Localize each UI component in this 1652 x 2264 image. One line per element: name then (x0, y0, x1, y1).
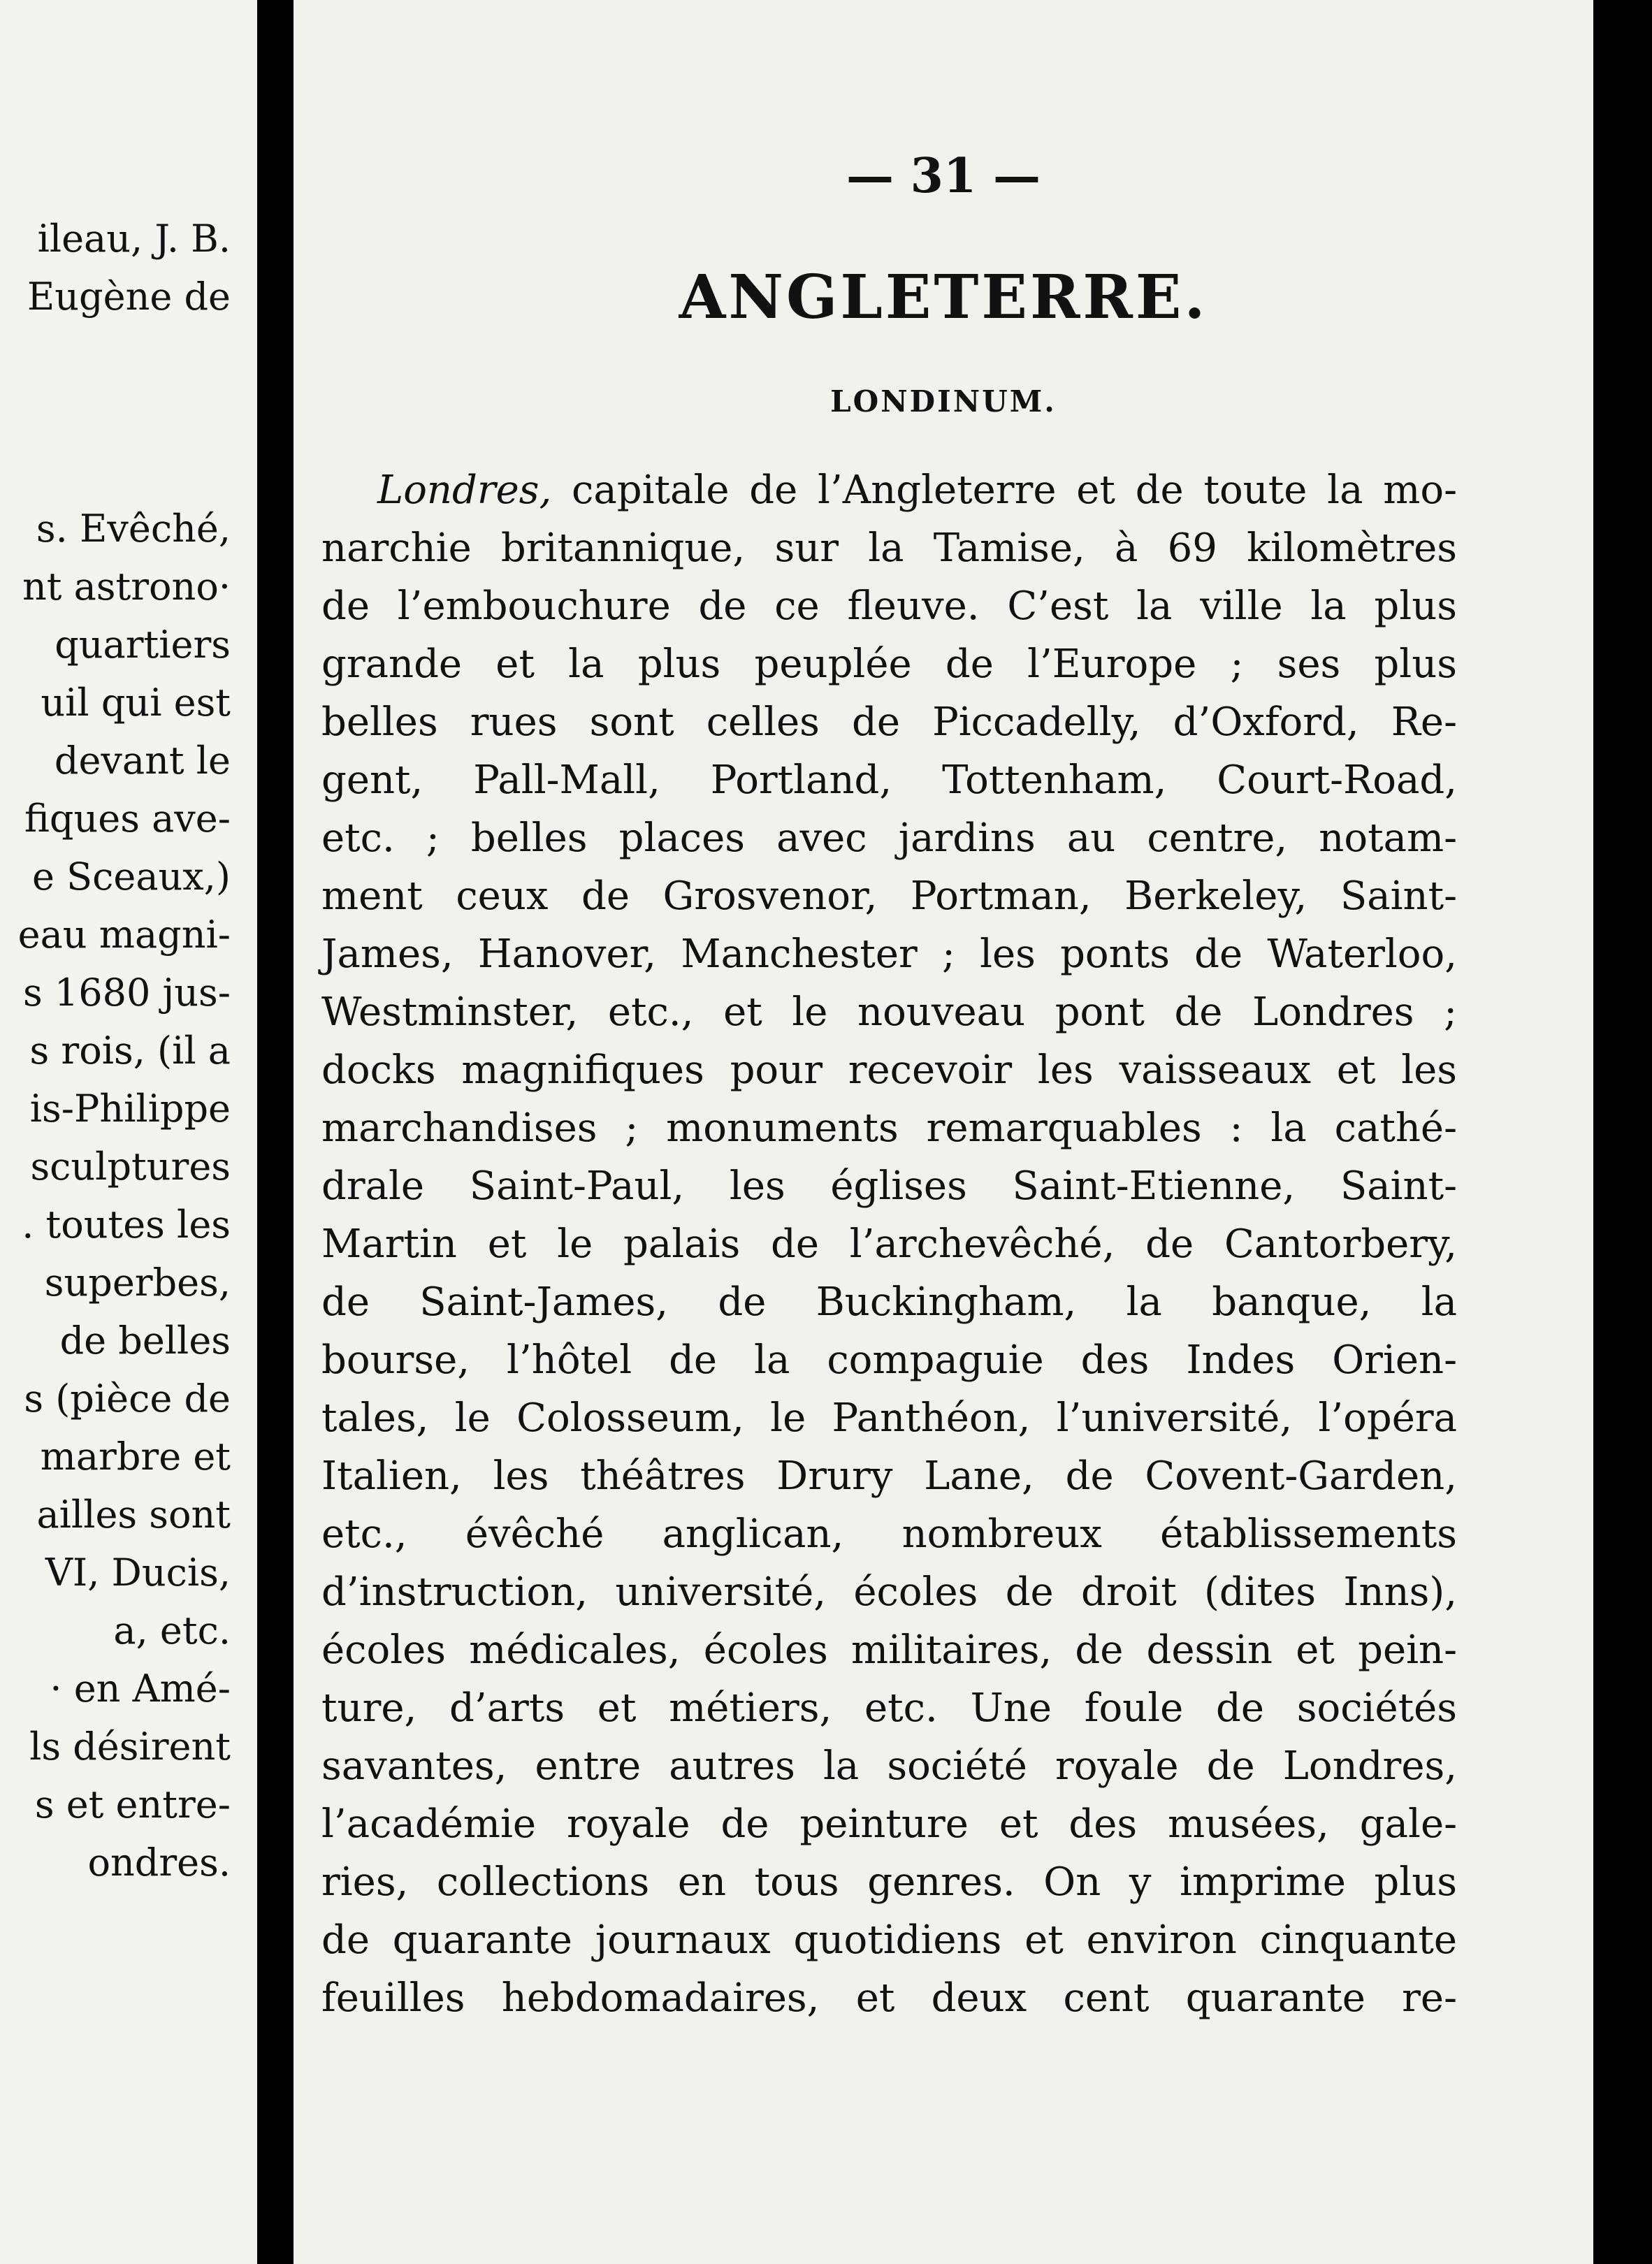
left-page-line: uil qui est (41, 681, 231, 725)
text-line: grande et la plus peuplée de l’Europe ; ses plus (321, 641, 1457, 687)
left-page-line: VI, Ducis, (45, 1551, 231, 1595)
text-line: ment ceux de Grosvenor, Portman, Berkeley, Saint- (321, 873, 1457, 919)
body-text (321, 461, 1457, 2027)
text-line: Italien, les théâtres Drury Lane, de Covent-Garden, (321, 1453, 1457, 1499)
left-page-line: ailles sont (36, 1493, 231, 1537)
left-page-line (0, 442, 231, 500)
chapter-title: ANGLETERRE. (679, 262, 1208, 333)
text-line: gent, Pall-Mall, Portland, Tottenham, Court-Road, (321, 757, 1457, 803)
text-line: narchie britannique, sur la Tamise, à 69 kilomètres (321, 525, 1457, 571)
section-subtitle: LONDINUM. (830, 384, 1057, 419)
left-page-line: ls désirent (29, 1725, 231, 1769)
page-number: — 31 — (846, 148, 1041, 204)
left-page-line: . toutes les (22, 1203, 231, 1247)
text-line-rest: capitale de l’Angleterre et de toute la mo- (551, 467, 1457, 513)
text-line: etc., évêché anglican, nombreux établissements (321, 1511, 1457, 1557)
left-page-line: sculptures (30, 1145, 231, 1189)
left-page-line: de belles (59, 1319, 231, 1363)
left-page-text (0, 210, 231, 1892)
text-line: de quarante journaux quotidiens et environ cinquante (321, 1917, 1457, 1963)
left-page-line: e Sceaux,) (32, 855, 231, 899)
text-line (321, 461, 1457, 519)
text-line: bourse, l’hôtel de la compaguie des Indes Orien- (321, 1337, 1457, 1383)
text-line: belles rues sont celles de Piccadelly, d’Oxford, Re- (321, 699, 1457, 745)
left-page-line: marbre et (40, 1435, 231, 1479)
left-page-line: ondres. (87, 1841, 231, 1885)
right-page (294, 0, 1593, 2264)
left-page-line: ileau, J. B. (37, 217, 231, 261)
text-line: d’instruction, université, écoles de droit (dites Inns), (321, 1569, 1457, 1615)
text-line: tales, le Colosseum, le Panthéon, l’université, l’opéra (321, 1395, 1457, 1441)
left-page-line: Eugène de (27, 275, 231, 319)
left-page-line: fiques ave- (24, 797, 231, 841)
left-page-line: nt astrono· (22, 565, 231, 609)
text-line: etc. ; belles places avec jardins au centre, notam- (321, 815, 1457, 861)
text-line: drale Saint-Paul, les églises Saint-Etienne, Saint- (321, 1163, 1457, 1209)
left-page (0, 0, 257, 2264)
left-page-line (0, 326, 231, 384)
text-line: savantes, entre autres la société royale de Londres, (321, 1743, 1457, 1789)
left-page-line: is-Philippe (29, 1087, 231, 1131)
text-line: de l’embouchure de ce fleuve. C’est la ville la plus (321, 583, 1457, 629)
left-page-line: a, etc. (113, 1609, 231, 1653)
text-line: écoles médicales, écoles militaires, de dessin et pein- (321, 1627, 1457, 1673)
left-page-line: superbes, (44, 1261, 231, 1305)
text-line: docks magnifiques pour recevoir les vaisseaux et les (321, 1047, 1457, 1093)
text-line: ture, d’arts et métiers, etc. Une foule de sociétés (321, 1685, 1457, 1731)
text-line: marchandises ; monuments remarquables : la cathé- (321, 1105, 1457, 1151)
left-page-line: · en Amé- (50, 1667, 231, 1711)
left-page-line: devant le (54, 739, 231, 783)
text-line: Westminster, etc., et le nouveau pont de Londres ; (321, 989, 1457, 1035)
text-line: feuilles hebdomadaires, et deux cent quarante re- (321, 1975, 1457, 2021)
left-page-line: eau magni- (17, 913, 231, 957)
first-word: Londres, (377, 467, 552, 513)
left-page-line: s. Evêché, (36, 507, 231, 551)
left-page-line: s (pièce de (24, 1377, 231, 1421)
left-page-line (0, 384, 231, 442)
page-edge-shadow (1593, 0, 1652, 2264)
text-line: de Saint-James, de Buckingham, la banque, la (321, 1279, 1457, 1325)
text-line: Martin et le palais de l’archevêché, de Cantorbery, (321, 1221, 1457, 1267)
text-line: l’académie royale de peinture et des musées, gale- (321, 1801, 1457, 1847)
left-page-line: s 1680 jus- (23, 971, 231, 1015)
text-line: ries, collections en tous genres. On y imprime plus (321, 1859, 1457, 1905)
gutter-shadow (257, 0, 294, 2264)
left-page-line: s et entre- (34, 1783, 231, 1827)
left-page-line: quartiers (55, 623, 231, 667)
left-page-line: s rois, (il a (29, 1029, 231, 1073)
text-line: James, Hanover, Manchester ; les ponts de Waterloo, (321, 931, 1457, 977)
